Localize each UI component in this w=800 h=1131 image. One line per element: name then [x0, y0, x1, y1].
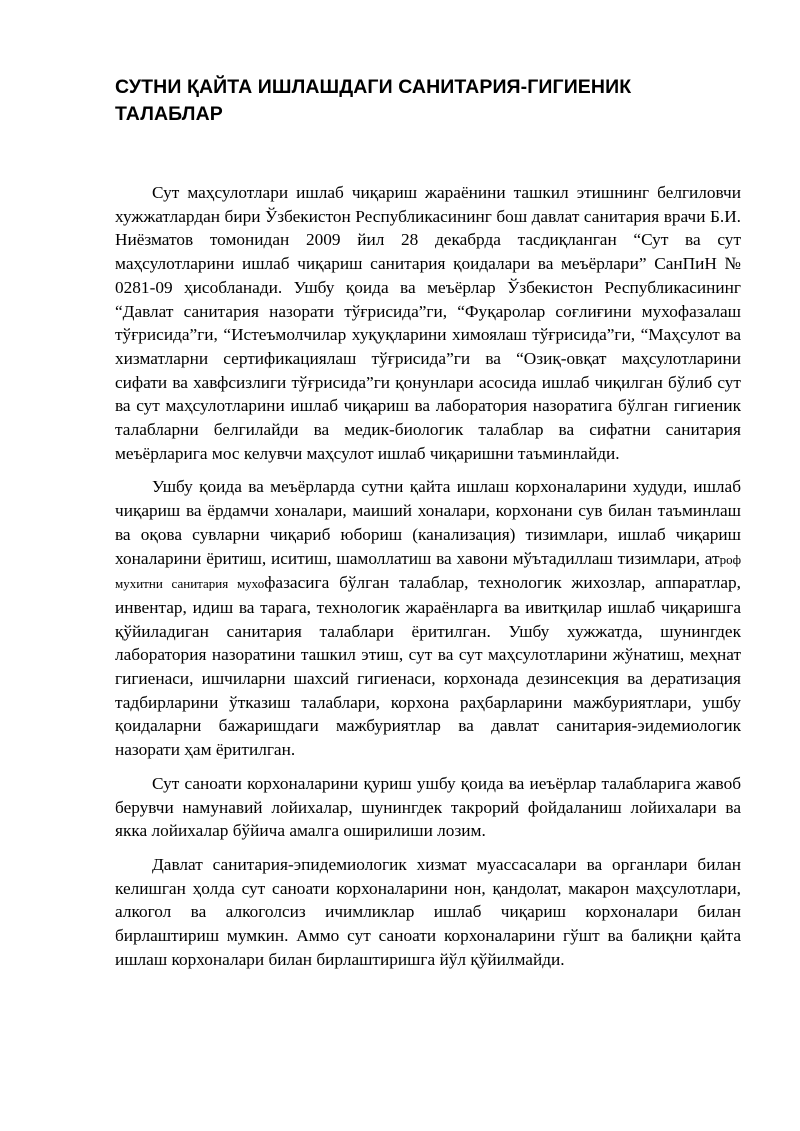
- paragraph-construction: Сут саноати корхоналарини қуриш ушбу қоида ва иеъёрлар талабларига жавоб берувчи намунавий лойихалар, шунингдек такрорий фойдаланиш лойихалари ва якка лойихалар бўйича амалга оширилиши лозим.: [115, 773, 741, 841]
- document-title: СУТНИ ҚАЙТА ИШЛАШДАГИ САНИТАРИЯ-ГИГИЕНИК ТАЛАБЛАР: [115, 76, 632, 125]
- paragraph-text-start: Ушбу қоида ва меъёрларда сутни қайта ишлаш корхоналарини худуди, ишлаб чиқариш ва ёрдамчи хоналари, маиший хоналари, корхонани сув билан таъминлаш ва оқова сувларни чиқариб юбориш (канализация) тизимлари, ишлаб чиқариш хоналарини ёритиш, иситиш, шамоллатиш ва хавони мўътадиллаш тизимлари, ат: [115, 477, 741, 568]
- paragraph-text-end: фазасига бўлган талаблар, технологик жихозлар, аппаратлар, инвентар, идиш ва тарага, технологик жараёнларга ва ивитқилар ишлаб чиқаришга қўйиладиган санитария талаблари ёритилган. Ушбу хужжатда, шунингдек лаборатория назоратини ташкил этиш, сут ва сут маҳсулотларини жўнатиш, меҳнат гигиенаси, ишчиларни шахсий гигиенаси, корхонада дезинсекция ва дератизация тадбирларини ўтказиш талаблари, корхона раҳбарларини мажбуриятлари, ушбу қоидаларни бажаришдаги мажбуриятлар ва давлат санитария-эидемиологик назорати ҳам ёритилган.: [115, 573, 741, 760]
- paragraph-text-small: роф мухитни санитария мухо: [115, 551, 741, 592]
- document-page: [115, 74, 741, 982]
- paragraph-merging: Давлат санитария-эпидемиологик хизмат муассасалари ва органлари билан келишган ҳолда сут саноати корхоналарини нон, қандолат, макарон маҳсулотлари, алкогол ва алкоголсиз ичимликлар ишлаб чиқариш корхоналари билан бирлаштириш мумкин. Аммо сут саноати корхоналарини гўшт ва балиқни қайта ишлаш корхоналари билан бирлаштиришга йўл қўйилмайди.: [115, 854, 741, 969]
- paragraph-sanpin-intro: Сут маҳсулотлари ишлаб чиқариш жараёнини ташкил этишнинг белгиловчи хужжатлардан бири Ўзбекистон Республикасининг бош давлат санитария врачи Б.И. Ниёзматов томонидан 2009 йил 28 декабрда тасдиқланган “Сут ва сут маҳсулотларини ишлаб чиқариш санитария қоидалари ва меъёрлари” СанПиН № 0281-09 ҳисобланади. Ушбу қоида ва меъёрлар Ўзбекистон Республикасининг “Давлат санитария назорати тўғрисида”ги, “Фуқаролар соғлиғини мухофазалаш тўғрисида”ги, “Истеъмолчилар хуқуқларини химоялаш тўғрисида”ги, “Маҳсулот ва хизматларни сертификациялаш тўғрисида”ги ва “Озиқ-овқат маҳсулотларини сифати ва хавфсизлиги тўғрисида”ги қонунлари асосида ишлаб чиқилган бўлиб сут ва сут маҳсулотларини ишлаб чиқариш ва лаборатория назоратига бўлган гигиеник талабларни белгилайди ва медик-биологик талаблар ва сифатни санитария меъёрларига мос келувчи маҳсулот ишлаб чиқаришни таъминлайди.: [115, 183, 741, 463]
- paragraph-rules-scope: [115, 475, 741, 761]
